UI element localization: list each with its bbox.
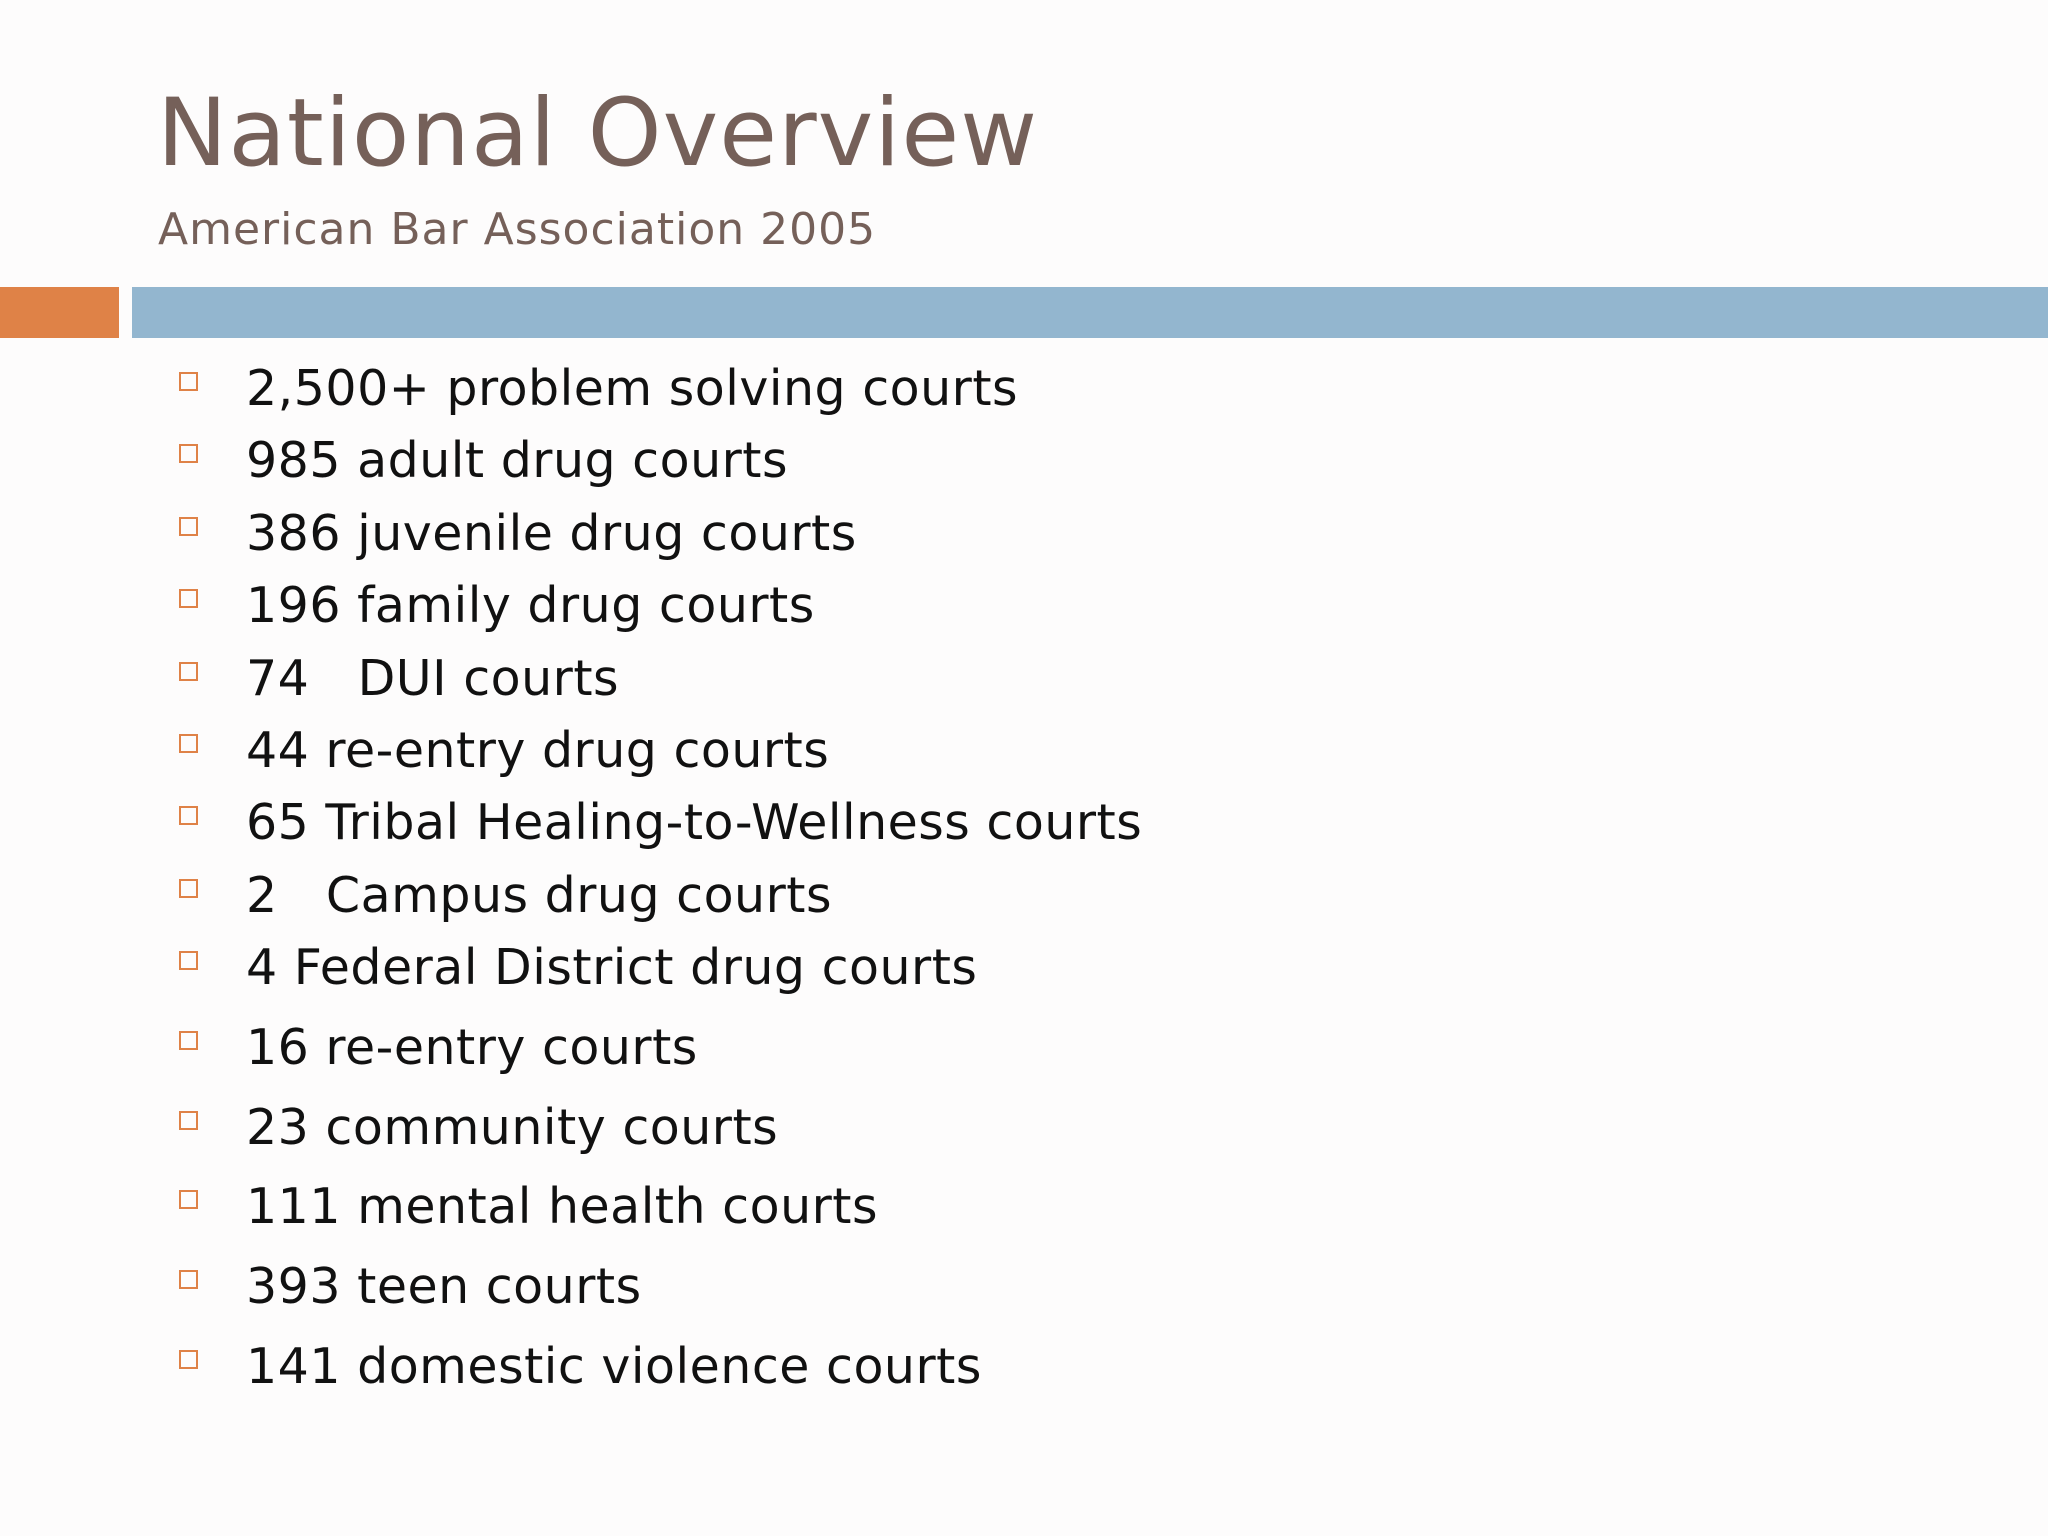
list-item-text: 393 teen courts xyxy=(246,1258,642,1315)
list-item-text: 2 Campus drug courts xyxy=(246,867,832,924)
list-item-text: 141 domestic violence courts xyxy=(246,1338,982,1395)
list-item-text: 386 juvenile drug courts xyxy=(246,505,857,562)
list-item-text: 196 family drug courts xyxy=(246,577,815,634)
list-item-text: 111 mental health courts xyxy=(246,1178,879,1235)
square-bullet-icon xyxy=(179,1190,198,1209)
slide-title: National Overview xyxy=(157,79,1039,188)
list-item-text: 2,500+ problem solving courts xyxy=(246,360,1019,417)
slide-subtitle: American Bar Association 2005 xyxy=(158,204,877,255)
square-bullet-icon xyxy=(179,806,198,825)
list-item-text: 985 adult drug courts xyxy=(246,432,789,489)
accent-bar-blue xyxy=(132,287,2048,338)
list-item-text: 44 re-entry drug courts xyxy=(246,722,830,779)
square-bullet-icon xyxy=(179,951,198,970)
square-bullet-icon xyxy=(179,734,198,753)
list-item-text: 74 DUI courts xyxy=(246,650,620,707)
list-item-text: 23 community courts xyxy=(246,1099,779,1156)
list-item-text: 4 Federal District drug courts xyxy=(246,939,978,996)
accent-bar-orange xyxy=(0,287,119,338)
list-item-text: 65 Tribal Healing-to-Wellness courts xyxy=(246,794,1143,851)
square-bullet-icon xyxy=(179,589,198,608)
square-bullet-icon xyxy=(179,1270,198,1289)
square-bullet-icon xyxy=(179,372,198,391)
square-bullet-icon xyxy=(179,1111,198,1130)
list-item-text: 16 re-entry courts xyxy=(246,1019,698,1076)
square-bullet-icon xyxy=(179,1031,198,1050)
square-bullet-icon xyxy=(179,1350,198,1369)
square-bullet-icon xyxy=(179,517,198,536)
square-bullet-icon xyxy=(179,662,198,681)
square-bullet-icon xyxy=(179,879,198,898)
square-bullet-icon xyxy=(179,444,198,463)
